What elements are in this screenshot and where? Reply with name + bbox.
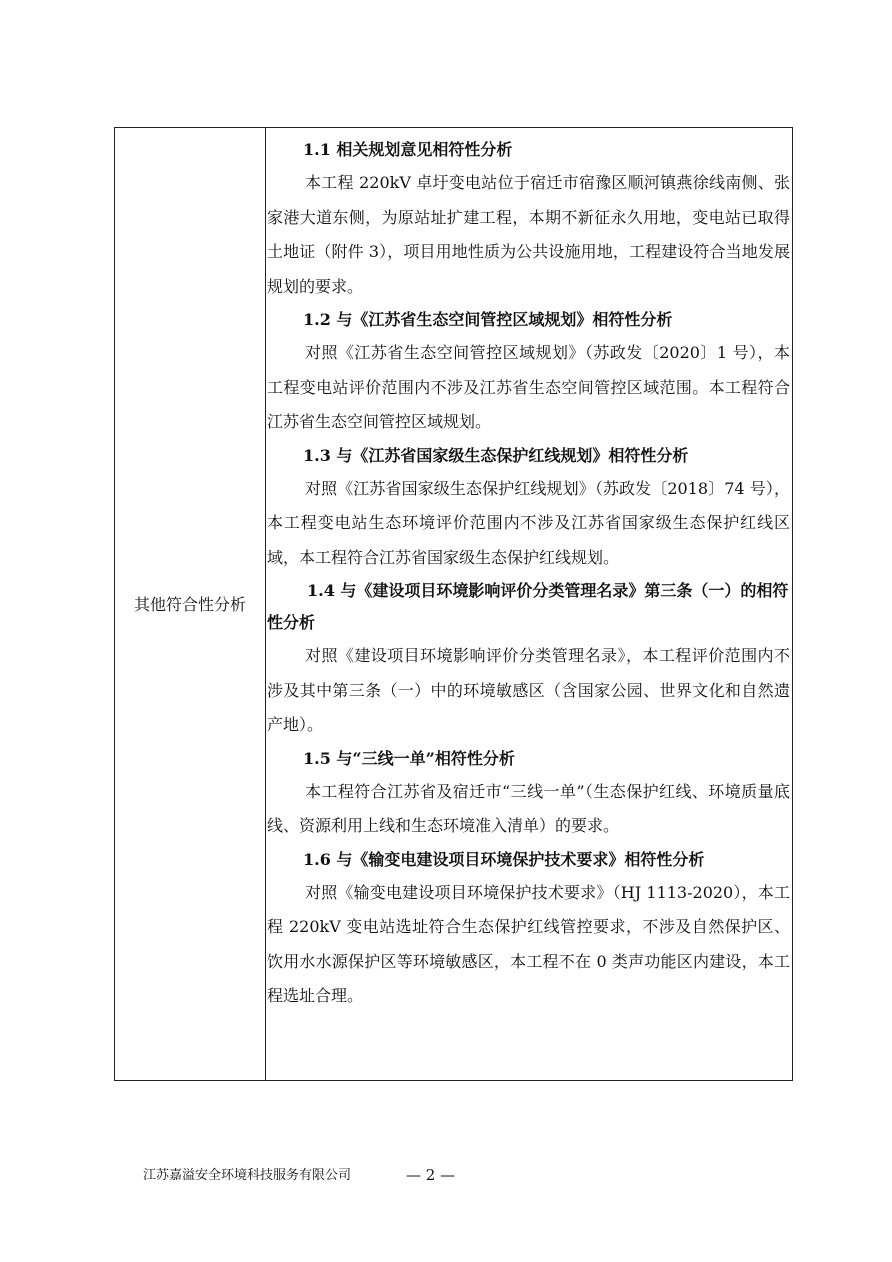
section-heading-1-3: 1.3 与《江苏省国家级生态保护红线规划》相符性分析	[303, 445, 689, 465]
section-text-1-6: 对照《输变电建设项目环境保护技术要求》（HJ 1113-2020），本工程 220kV 变电站选址符合生态保护红线管控要求，不涉及自然保护区、饮用水水源保护区等环境敏感区，本工程不在 0 类声功能区内建设，本工程选址合理。	[267, 882, 790, 1005]
column-divider	[265, 128, 266, 1080]
section-heading-1-4: 1.4 与《建设项目环境影响评价分类管理名录》第三条（一）的相符性分析	[267, 581, 789, 632]
section-text-1-4: 对照《建设项目环境影响评价分类管理名录》，本工程评价范围内不涉及其中第三条（一）中的环境敏感区（含国家公园、世界文化和自然遗产地）。	[267, 646, 790, 734]
footer-company: 江苏嘉溢安全环境科技服务有限公司	[143, 1168, 352, 1183]
compliance-table	[114, 127, 793, 1081]
row-label: 其他符合性分析	[133, 595, 246, 614]
section-text-1-3: 对照《江苏省国家级生态保护红线规划》（苏政发〔2018〕74 号），本工程变电站生态环境评价范围内不涉及江苏省国家级生态保护红线区域，本工程符合江苏省国家级生态保护红线规划。	[267, 478, 790, 567]
section-heading-1-2: 1.2 与《江苏省生态空间管控区域规划》相符性分析	[303, 310, 673, 329]
section-heading-1-6: 1.6 与《输变电建设项目环境保护技术要求》相符性分析	[303, 849, 705, 869]
section-text-1-1: 本工程 220kV 卓圩变电站位于宿迁市宿豫区顺河镇燕徐线南侧、张家港大道东侧，为原站址扩建工程，本期不新征永久用地，变电站已取得土地证（附件 3），项目用地性质为公共设施用地，工程建设符合当地发展规划的要求。	[267, 173, 790, 296]
page-number: — 2 —	[406, 1166, 456, 1184]
analysis-content	[267, 134, 790, 1014]
section-text-1-2: 对照《江苏省生态空间管控区域规划》（苏政发〔2020〕1 号），本工程变电站评价范围内不涉及江苏省生态空间管控区域范围。本工程符合江苏省生态空间管控区域规划。	[267, 343, 790, 431]
section-heading-1-1: 1.1 相关规划意见相符性分析	[303, 140, 513, 159]
section-heading-1-5: 1.5 与“三线一单”相符性分析	[303, 748, 515, 768]
section-text-1-5: 本工程符合江苏省及宿迁市“三线一单”（生态保护红线、环境质量底线、资源利用上线和生态环境准入清单）的要求。	[267, 781, 790, 835]
